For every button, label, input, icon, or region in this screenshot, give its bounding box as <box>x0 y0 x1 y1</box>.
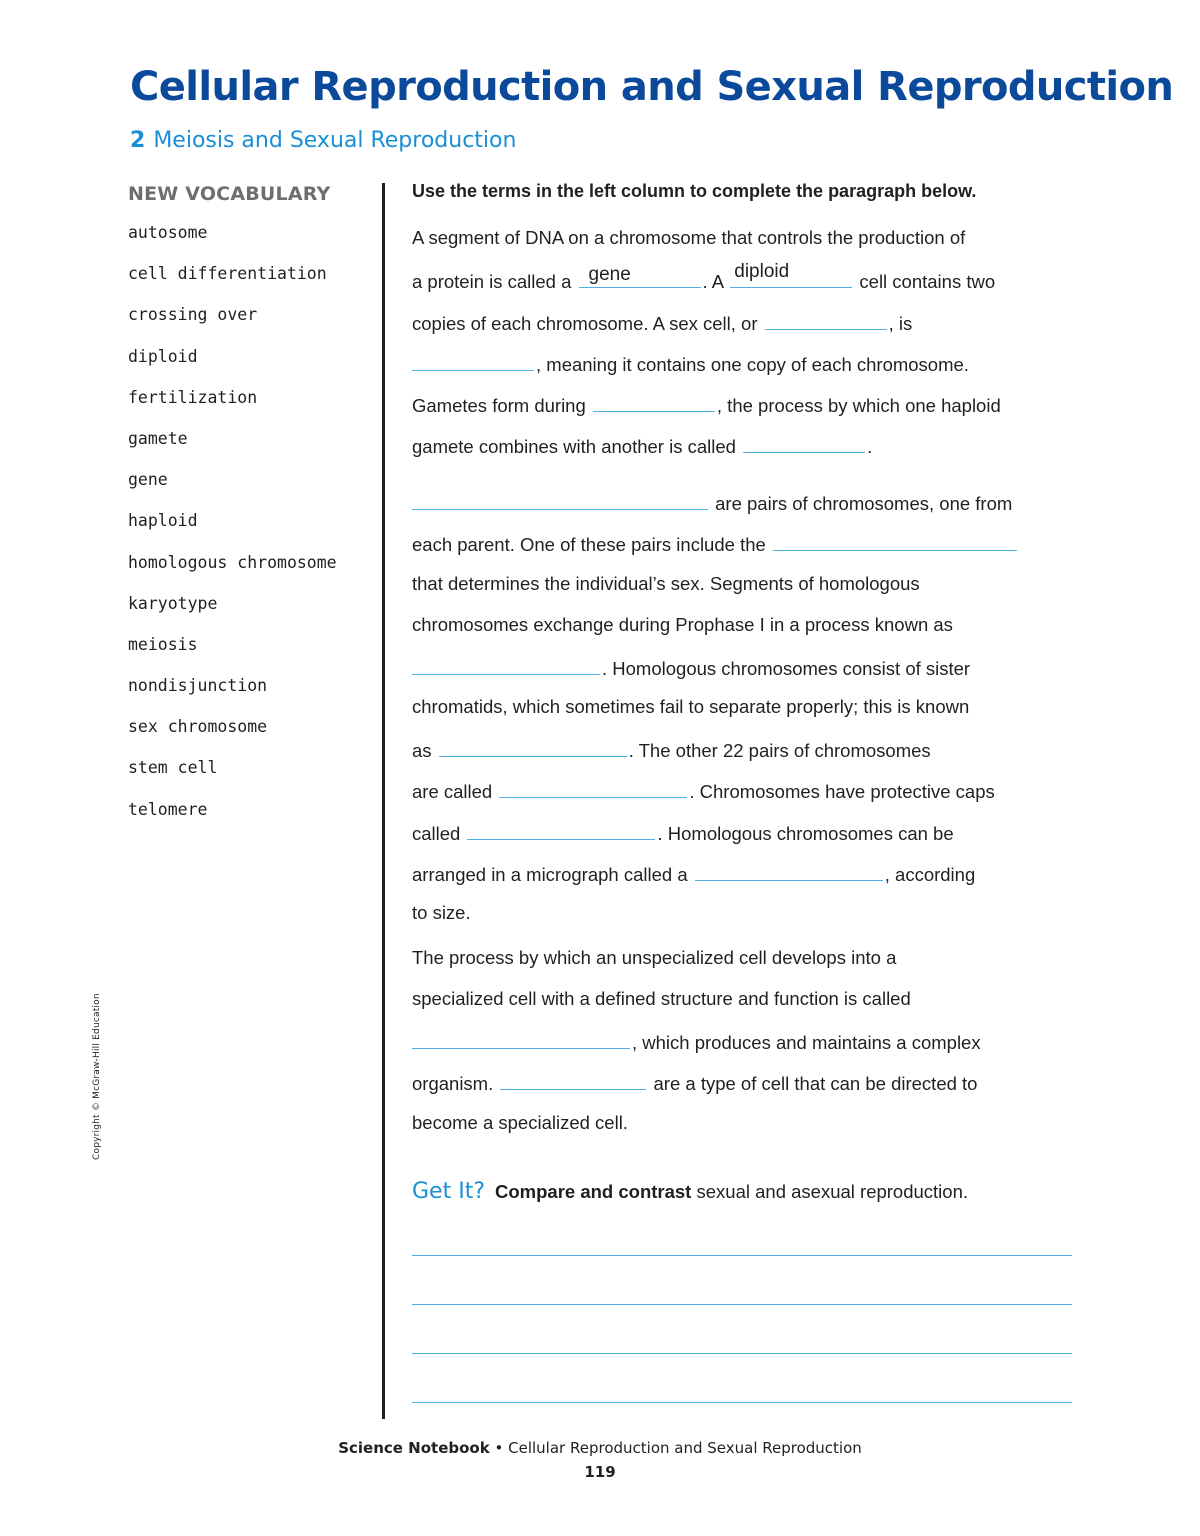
answer-line[interactable] <box>412 1304 1072 1305</box>
blank-nondisjunction[interactable] <box>439 736 627 757</box>
text: . Homologous chromosomes consist of sister <box>602 658 971 679</box>
page-title: Cellular Reproduction and Sexual Reproduction <box>130 64 1174 110</box>
text: . Chromosomes have protective caps <box>689 781 995 802</box>
copyright-notice: Copyright © McGraw-Hill Education <box>92 993 102 1160</box>
get-it-bold: Compare and contrast <box>495 1181 692 1202</box>
paragraph-line <box>412 350 969 377</box>
blank-karyotype[interactable] <box>695 860 883 881</box>
paragraph-line <box>412 261 996 294</box>
blank-stem-cell[interactable] <box>500 1069 646 1090</box>
text: to size. <box>412 902 471 923</box>
text: as <box>412 740 432 761</box>
section-number: 2 <box>130 128 146 153</box>
text: The process by which an unspecialized cell develops into a <box>412 947 897 968</box>
blank-gamete[interactable] <box>765 309 887 330</box>
text: , meaning it contains one copy of each chromosome. <box>536 354 969 375</box>
paragraph-line <box>412 860 975 887</box>
blank-diploid[interactable] <box>730 261 852 288</box>
paragraph-line <box>412 309 912 336</box>
section-subtitle <box>130 128 516 153</box>
vocab-item: crossing over <box>128 305 258 325</box>
text: . <box>867 436 873 457</box>
vocab-item: gene <box>128 470 168 490</box>
text: chromosomes exchange during Prophase I in a process known as <box>412 614 953 635</box>
vocab-item: stem cell <box>128 758 218 778</box>
text: . Homologous chromosomes can be <box>657 823 954 844</box>
vocab-item: gamete <box>128 428 188 448</box>
text: organism. <box>412 1073 494 1094</box>
vocab-item: homologous chromosome <box>128 552 337 572</box>
text: specialized cell with a defined structure and function is called <box>412 988 911 1009</box>
paragraph-line <box>412 530 1019 557</box>
text: . A <box>702 271 724 292</box>
paragraph-line <box>412 819 954 846</box>
paragraph-line <box>412 391 1001 418</box>
vocab-item: fertilization <box>128 387 258 407</box>
vocabulary-list <box>128 222 337 840</box>
paragraph-line <box>412 1028 981 1055</box>
text: are called <box>412 781 493 802</box>
paragraph-line <box>412 654 970 681</box>
footer <box>0 1439 1200 1457</box>
vocab-item: haploid <box>128 511 198 531</box>
vocab-item: karyotype <box>128 593 218 613</box>
paragraph-line <box>412 987 911 1011</box>
handwritten-answer: diploid <box>734 261 790 282</box>
text: become a specialized cell. <box>412 1112 628 1133</box>
paragraph-line <box>412 901 471 925</box>
paragraph-line <box>412 736 931 763</box>
answer-line[interactable] <box>412 1402 1072 1403</box>
get-it-label: Get It? <box>412 1179 485 1204</box>
get-it-prompt <box>412 1180 968 1204</box>
vocab-item: meiosis <box>128 634 198 654</box>
paragraph-line <box>412 489 1012 516</box>
vocabulary-heading: NEW VOCABULARY <box>128 183 331 205</box>
instructions: Use the terms in the left column to complete the paragraph below. <box>412 181 977 201</box>
blank-fertilization[interactable] <box>743 432 865 453</box>
text: cell contains two <box>859 271 996 292</box>
text: , which produces and maintains a complex <box>632 1032 981 1053</box>
paragraph-line <box>412 946 896 970</box>
paragraph-line <box>412 432 872 459</box>
get-it-text: sexual and asexual reproduction. <box>696 1181 969 1202</box>
vocab-item: sex chromosome <box>128 717 268 737</box>
blank-gene[interactable] <box>579 264 701 288</box>
text: are pairs of chromosomes, one from <box>715 493 1013 514</box>
answer-line[interactable] <box>412 1255 1072 1256</box>
text: a protein is called a <box>412 271 572 292</box>
paragraph-line <box>412 1069 977 1096</box>
paragraph-line <box>412 777 995 804</box>
text: , the process by which one haploid <box>716 395 1001 416</box>
paragraph-line <box>412 1111 628 1135</box>
section-title: Meiosis and Sexual Reproduction <box>153 128 517 153</box>
text: are a type of cell that can be directed to <box>653 1073 978 1094</box>
text: arranged in a micrograph called a <box>412 864 688 885</box>
paragraph-line <box>412 572 920 596</box>
blank-cell-differentiation[interactable] <box>412 1028 630 1049</box>
text: Gametes form during <box>412 395 586 416</box>
vocab-item: autosome <box>128 223 208 242</box>
text: copies of each chromosome. A sex cell, or <box>412 313 758 334</box>
column-divider <box>382 183 385 1419</box>
text: A segment of DNA on a chromosome that controls the production of <box>412 227 966 248</box>
blank-sex-chromosome[interactable] <box>773 530 1017 551</box>
footer-book: Science Notebook <box>338 1439 490 1457</box>
paragraph-line <box>412 695 969 719</box>
page-number: 119 <box>584 1463 616 1481</box>
blank-haploid[interactable] <box>412 350 534 371</box>
vocab-item: cell differentiation <box>128 264 327 284</box>
text: gamete combines with another is called <box>412 436 736 457</box>
blank-crossing-over[interactable] <box>412 654 600 675</box>
text: that determines the individual’s sex. Segments of homologous <box>412 573 920 594</box>
paragraph-line <box>412 613 953 637</box>
vocab-item: nondisjunction <box>128 676 268 696</box>
blank-autosome[interactable] <box>499 777 687 798</box>
vocab-item: telomere <box>128 799 208 819</box>
text: , is <box>888 313 913 334</box>
blank-meiosis[interactable] <box>593 391 715 412</box>
vocab-item: diploid <box>128 346 198 366</box>
text: . The other 22 pairs of chromosomes <box>628 740 931 761</box>
footer-separator: • <box>494 1439 504 1457</box>
text: , according <box>884 864 976 885</box>
paragraph-line <box>412 226 965 250</box>
answer-line[interactable] <box>412 1353 1072 1354</box>
footer-chapter: Cellular Reproduction and Sexual Reproduction <box>508 1439 862 1457</box>
handwritten-answer: gene <box>588 264 631 285</box>
blank-homologous-chromosome[interactable] <box>412 489 708 510</box>
text: chromatids, which sometimes fail to separate properly; this is known <box>412 696 970 717</box>
text: each parent. One of these pairs include the <box>412 534 766 555</box>
text: called <box>412 823 461 844</box>
blank-telomere[interactable] <box>467 819 655 840</box>
